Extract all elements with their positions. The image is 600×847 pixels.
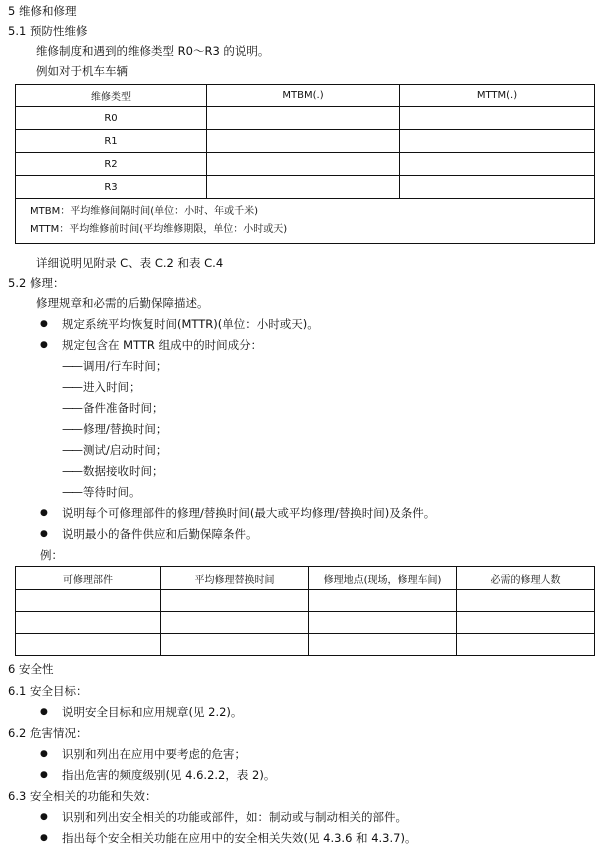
dash-item: —— 等待时间。 [62,485,141,499]
note-mtbm: MTBM：平均维修间隔时间(单位：小时、年或千米) [30,206,259,217]
section-6-3-title: 6.3 安全相关的功能和失效： [8,789,157,803]
table2-cell [457,590,595,612]
table2-cell [457,634,595,656]
table1-cell [207,107,400,130]
section-5-1-title: 5.1 预防性维修 [8,24,88,38]
dash-item: —— 调用/行车时间； [62,359,167,373]
table1-header: MTTM(.) [400,85,595,107]
table2-cell [16,612,161,634]
table1-header: MTBM(.) [207,85,400,107]
table1-row-label: R2 [16,153,207,176]
section-6-heading: 6 安全性 [8,662,54,676]
bullet-item: ● 说明每个可修理部件的修理/替换时间(最大或平均修理/替换时间)及条件。 [62,506,435,520]
table2-cell [309,590,457,612]
dash-item: —— 进入时间； [62,380,141,394]
table1-row-label: R1 [16,130,207,153]
section-6-2-title: 6.2 危害情况： [8,726,88,740]
bullet-item: ● 指出危害的频度级别(见 4.6.2.2，表 2)。 [62,768,275,782]
dash-item: —— 数据接收时间； [62,464,164,478]
table1-cell [207,130,400,153]
dash-item: —— 修理/替换时间； [62,422,167,436]
table2-cell [309,634,457,656]
table1-row-label: R3 [16,176,207,199]
table2-header: 平均修理替换时间 [161,567,309,590]
table2-cell [309,612,457,634]
bullet-item: ● 识别和列出安全相关的功能或部件，如：制动或与制动相关的部件。 [62,810,407,824]
repair-parts-table [15,566,595,656]
section-5-2-desc: 修理规章和必需的后勤保障描述。 [36,296,209,310]
table1-row-label: R0 [16,107,207,130]
table1-cell [400,130,595,153]
section-5-1-desc: 维修制度和遇到的维修类型 R0～R3 的说明。 [36,44,270,58]
table2-cell [161,590,309,612]
section-5-2-title: 5.2 修理： [8,276,65,290]
table2-cell [457,612,595,634]
dash-item: —— 备件准备时间； [62,401,164,415]
bullet-item: ● 说明安全目标和应用规章(见 2.2)。 [62,705,242,719]
table2-header: 可修理部件 [16,567,161,590]
bullet-item: ● 指出每个安全相关功能在应用中的安全相关失效(见 4.3.6 和 4.3.7)。 [62,831,416,845]
bullet-item: ● 规定包含在 MTTR 组成中的时间成分： [62,338,262,352]
section-6-1-title: 6.1 安全目标： [8,684,88,698]
note-mttm: MTTM：平均维修前时间(平均维修期限，单位：小时或天) [30,224,288,235]
bullet-item: ● 规定系统平均恢复时间(MTTR)(单位：小时或天)。 [62,317,319,331]
maintenance-type-table [15,84,595,244]
table2-cell [161,612,309,634]
table1-cell [400,153,595,176]
table2-cell [16,634,161,656]
table2-header: 修理地点(现场，修理车间) [309,567,457,590]
detail-reference: 详细说明见附录 C、表 C.2 和表 C.4 [36,256,224,270]
bullet-item: ● 说明最小的备件供应和后勤保障条件。 [62,527,258,541]
dash-item: —— 测试/启动时间； [62,443,167,457]
table2-cell [161,634,309,656]
table1-cell [207,153,400,176]
table1-header: 维修类型 [16,85,207,107]
table2-cell [16,590,161,612]
section-5-heading: 5 维修和修理 [8,4,77,18]
table2-header: 必需的修理人数 [457,567,595,590]
table1-notes [16,199,595,244]
bullet-item: ● 识别和列出在应用中要考虑的危害； [62,747,246,761]
table1-cell [400,176,595,199]
example-label: 例如对于机车车辆 [36,64,128,78]
table1-cell [207,176,400,199]
table1-cell [400,107,595,130]
example2-label: 例： [40,548,63,562]
